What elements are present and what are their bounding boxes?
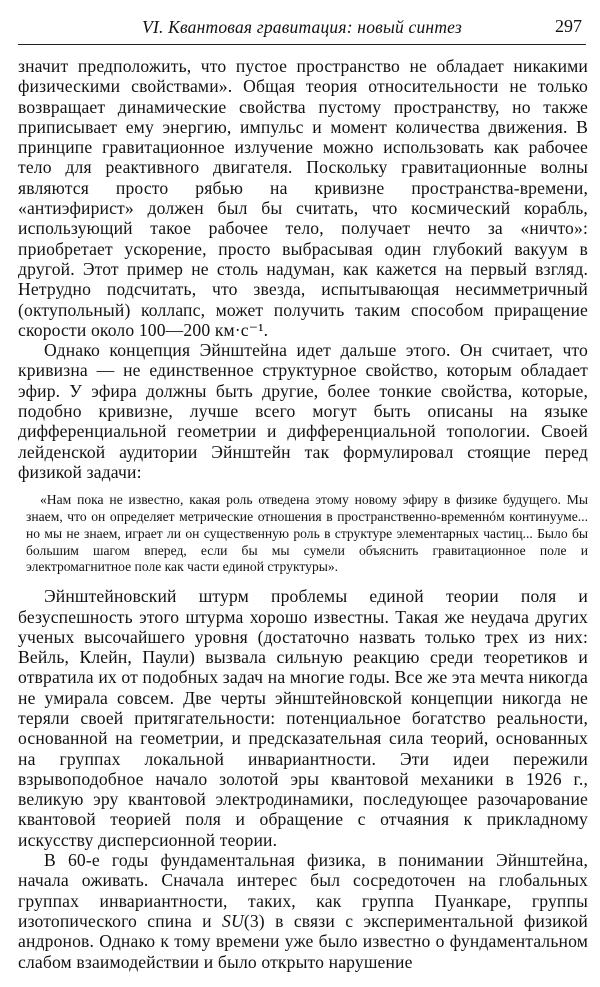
- paragraph-3: Эйнштейновский штурм проблемы единой теории поля и безуспешность этого штурма хорошо известны. Такая же неудача других ученых высочайшего уровня (достаточно назвать только трех из них: Вейль, Клейн, Паули) вызвала сильную реакцию среди теоретиков и отвратила их от подобных задач на многие годы. Все же эта мечта никогда не умирала совсем. Две черты эйнштейновской концепции никогда не теряли своей притягательности: потенциальное богатство реальности, основанной на геометрии, и предсказательная сила теорий, основанных на группах локальной инвариантности. Эти идеи пережили взрывоподобное начало золотой эры квантовой механики в 1926 г., великую эру квантовой электродинамики, последующее разочарование квантовой теорией поля и обращение с отчаяния к прикладному искусству дисперсионной теории.: [18, 586, 588, 850]
- paragraph-4-start: В 60-е годы фундаментальная физика, в понимании Эйнштейна, начала оживать. Сначала интерес был сосредоточен на глобальных группах инвариантности, таких, как группа Пуанкаре, группы изотопического спина и: [18, 850, 588, 931]
- su-group-symbol: SU: [222, 910, 244, 931]
- running-title: VI. Квантовая гравитация: новый синтез: [142, 17, 462, 37]
- page-number: 297: [555, 16, 582, 36]
- block-quote: «Нам пока не известно, какая роль отведена этому новому эфиру в физике будущего. Мы знаем, что он определяет метрические отношения в пространственно-временнóм континууме... но мы не знаем, играет ли он существенную роль в структуре элементарных частиц... Было бы большим шагом вперед, если бы мы сумели объяснить гравитационное поле и электромагнитное поле как части единой структуры».: [26, 492, 588, 575]
- paragraph-4-end: (3) в связи с экспериментальной физикой андронов. Однако к тому времени уже было известно о фундаментальном слабом взаимодействии и было открыто нарушение: [18, 910, 588, 972]
- paragraph-2: Однако концепция Эйнштейна идет дальше этого. Он считает, что кривизна — не единственное структурное свойство, которым обладает эфир. У эфира должны быть другие, более тонкие свойства, которые, подобно кривизне, лучше всего могут быть описаны на языке дифференциальной геометрии и дифференциальной топологии. Своей лейденской аудитории Эйнштейн так формулировал стоящие перед физикой задачи:: [18, 340, 588, 482]
- paragraph-1: значит предположить, что пустое пространство не обладает никакими физическими свойствами». Общая теория относительности не только возвращает динамические свойства пустому пространству, но также приписывает ему энергию, импульс и момент количества движения. В принципе гравитационное излучение можно использовать как рабочее тело для реактивного двигателя. Поскольку гравитационные волны являются просто рябью на кривизне пространства-времени, «антиэфирист» должен был бы считать, что космический корабль, использующий такое рабочее тело, получает нечто за «ничто»: приобретает ускорение, просто выбрасывая один глубокий вакуум в другой. Этот пример не столь надуман, как кажется на первый взгляд. Нетрудно подсчитать, что звезда, испытывающая несимметричный (октупольный) коллапс, может получить таким способом приращение скорости около 100—200 км·с⁻¹.: [18, 56, 588, 340]
- paragraph-4: [18, 850, 588, 972]
- body-text: [18, 56, 588, 972]
- running-header: [18, 14, 586, 45]
